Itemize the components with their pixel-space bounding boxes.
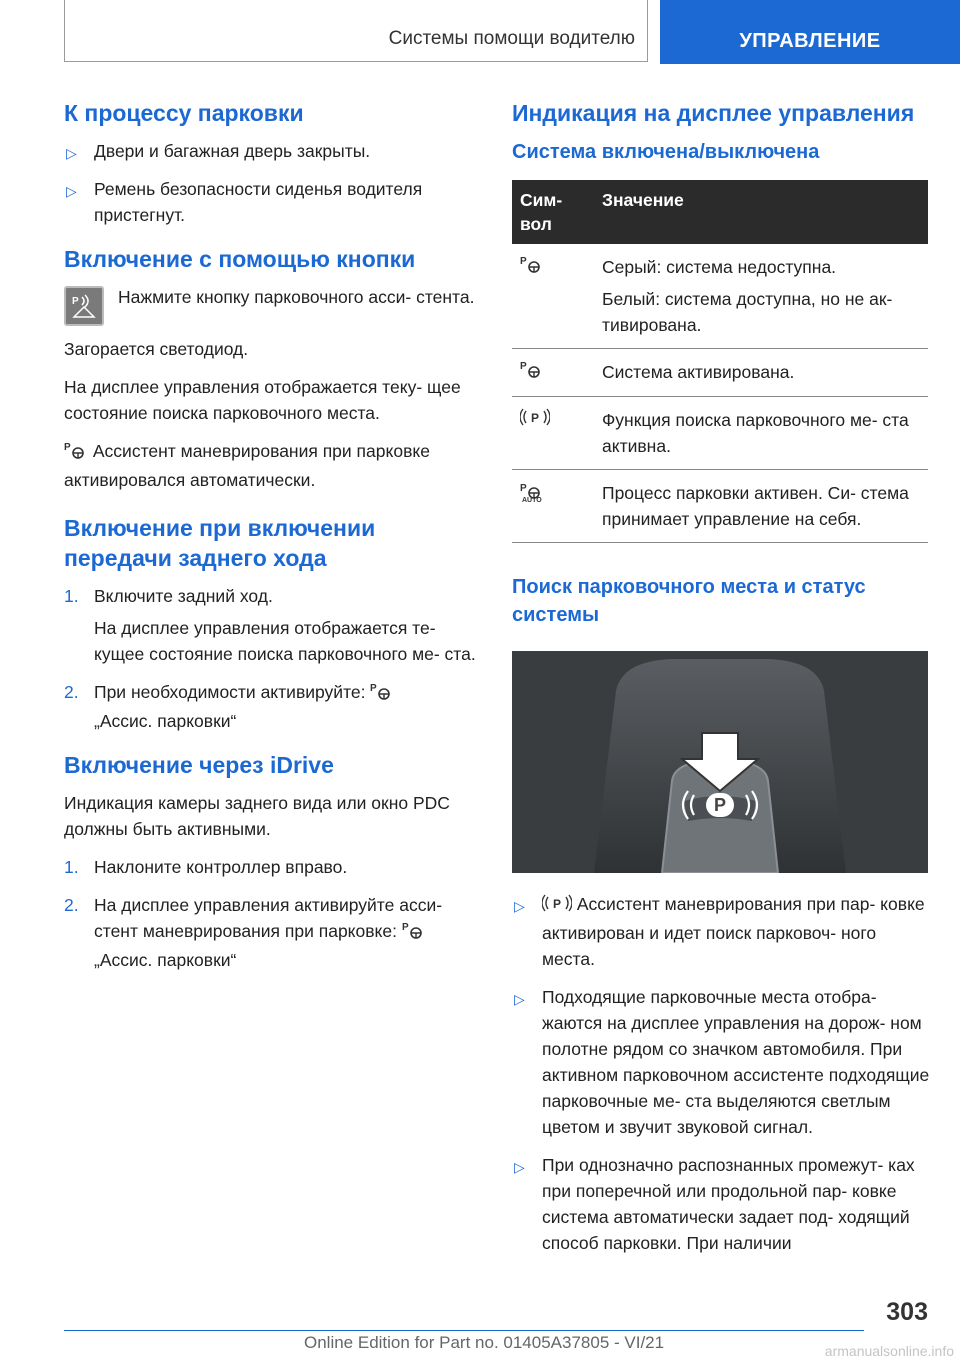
table-cell-text: Белый: система доступна, но не ак- тивирована. <box>602 289 893 335</box>
section-title-button: Включение с помощью кнопки <box>64 246 416 272</box>
step-text: На дисплее управления активируйте асси- стент маневрирования при парковке: <box>94 895 443 941</box>
parking-auto-icon <box>520 480 550 508</box>
parking-space-search-icon <box>542 893 572 920</box>
svg-text:P: P <box>553 897 562 911</box>
svg-text:P: P <box>64 442 71 453</box>
header-chapter: Системы помощи водителю <box>388 28 635 49</box>
section-title-idrive: Включение через iDrive <box>64 752 334 778</box>
button-instruction <box>64 284 476 326</box>
subsection-title-system-on-off: Система включена/выключена <box>512 141 820 163</box>
step-number: 1. <box>64 586 79 606</box>
table-row <box>512 470 928 543</box>
svg-text:P: P <box>520 483 527 494</box>
symbol-table <box>512 180 928 543</box>
footer-edition: Online Edition for Part no. 01405A37805 - VI/21 <box>304 1333 665 1352</box>
step-text: При необходимости активируйте: <box>94 682 366 702</box>
menu-name-quote: „Ассис. парковки“ <box>94 950 237 970</box>
right-column <box>512 98 932 1272</box>
table-header-symbol: Сим- вол <box>512 180 594 244</box>
park-assist-active-icon <box>520 363 544 383</box>
paragraph <box>64 438 476 493</box>
svg-text:P: P <box>370 683 378 694</box>
header-chapter-box <box>64 0 648 62</box>
section-title-display: Индикация на дисплее управления <box>512 100 915 126</box>
table-row <box>512 397 928 470</box>
table-cell-text: Функция поиска парковочного ме- ста активна. <box>602 410 909 456</box>
park-assist-icon <box>370 681 394 708</box>
table-header-meaning: Значение <box>594 180 928 244</box>
subsection-title-parking-search: Поиск парковочного места и статус системы <box>512 576 866 626</box>
table-cell-text: Процесс парковки активен. Си- стема принимает управление на себя. <box>602 483 909 529</box>
left-column <box>64 98 476 989</box>
list-item <box>512 1152 932 1256</box>
table-cell-text: Система активирована. <box>602 362 795 382</box>
list-item-text: Подходящие парковочные места отобра- жаются на дисплее управления на дорож- ном полотне рядом со значком автомобиля. При активном парковочном ассистенте подходящие парковочные ме- ста выделяются светлым цветом и звучит звуковой сигнал. <box>542 987 930 1137</box>
section-title-reverse-gear: Включение при включении передачи заднего хода <box>64 515 376 571</box>
list-item <box>64 583 476 667</box>
list-item <box>64 176 476 228</box>
parking-display-illustration <box>512 651 928 873</box>
park-assist-icon <box>520 258 544 278</box>
svg-text:P: P <box>520 256 527 267</box>
paragraph: Загорается светодиод. <box>64 339 249 359</box>
watermark: armanualsonline.info <box>824 1343 954 1359</box>
button-instruction-text: Нажмите кнопку парковочного асси- стента. <box>118 287 475 307</box>
step-list <box>64 583 476 734</box>
parking-assistant-button-icon <box>64 286 104 326</box>
section-title-before-parking: К процессу парковки <box>64 100 304 126</box>
list-item-text: Двери и багажная дверь закрыты. <box>94 141 371 161</box>
list-item <box>64 138 476 164</box>
list-item-text: При однозначно распознанных промежут- ках при поперечной или продольной пар- ковке система автоматически задает под- ходящий способ парковки. При наличии <box>542 1155 915 1253</box>
bullet-list <box>512 891 932 1256</box>
list-item-text: Ремень безопасности сиденья водителя пристегнут. <box>94 179 423 225</box>
auto-label: AUTO <box>522 497 542 504</box>
bullet-triangle-icon: ▷ <box>514 1159 525 1175</box>
bullet-triangle-icon: ▷ <box>66 145 77 161</box>
step-subtext: На дисплее управления отображается те- кущее состояние поиска парковочного ме- ста. <box>94 618 476 664</box>
header-section-tab: УПРАВЛЕНИЕ <box>660 0 960 64</box>
menu-name-quote: „Ассис. парковки“ <box>94 711 237 731</box>
step-text: Включите задний ход. <box>94 586 273 606</box>
paragraph: На дисплее управления отображается теку- щее состояние поиска парковочного места. <box>64 377 461 423</box>
table-row <box>512 244 928 349</box>
list-item <box>64 854 476 880</box>
list-item <box>512 984 932 1140</box>
park-assist-icon <box>402 920 426 947</box>
paragraph-text: Ассистент маневрирования при парковке активировался автоматически. <box>64 441 430 490</box>
bullet-triangle-icon: ▷ <box>514 991 525 1007</box>
table-header-row <box>512 180 928 244</box>
bullet-list <box>64 138 476 228</box>
step-number: 2. <box>64 895 79 915</box>
table-cell-text: Серый: система недоступна. <box>602 257 837 277</box>
step-number: 1. <box>64 857 79 877</box>
paragraph: Индикация камеры заднего вида или окно PDC должны быть активными. <box>64 793 450 839</box>
svg-text:P: P <box>72 296 79 307</box>
parking-space-search-icon <box>520 411 550 431</box>
step-text: Наклоните контроллер вправо. <box>94 857 348 877</box>
table-row <box>512 349 928 397</box>
step-list <box>64 854 476 973</box>
list-item <box>64 679 476 734</box>
list-item-text: Ассистент маневрирования при пар- ковке активирован и идет поиск парковоч- ного места. <box>542 894 925 969</box>
bullet-triangle-icon: ▷ <box>66 183 77 199</box>
svg-text:P: P <box>401 922 409 933</box>
step-number: 2. <box>64 682 79 702</box>
page-number: 303 <box>886 1298 928 1326</box>
footer-divider <box>64 1330 864 1331</box>
illustration-p-label: P <box>713 795 726 815</box>
svg-text:P: P <box>520 361 527 372</box>
bullet-triangle-icon: ▷ <box>514 898 525 914</box>
park-assist-icon <box>64 440 88 467</box>
svg-text:P: P <box>531 411 540 425</box>
list-item <box>64 892 476 973</box>
list-item <box>512 891 932 972</box>
